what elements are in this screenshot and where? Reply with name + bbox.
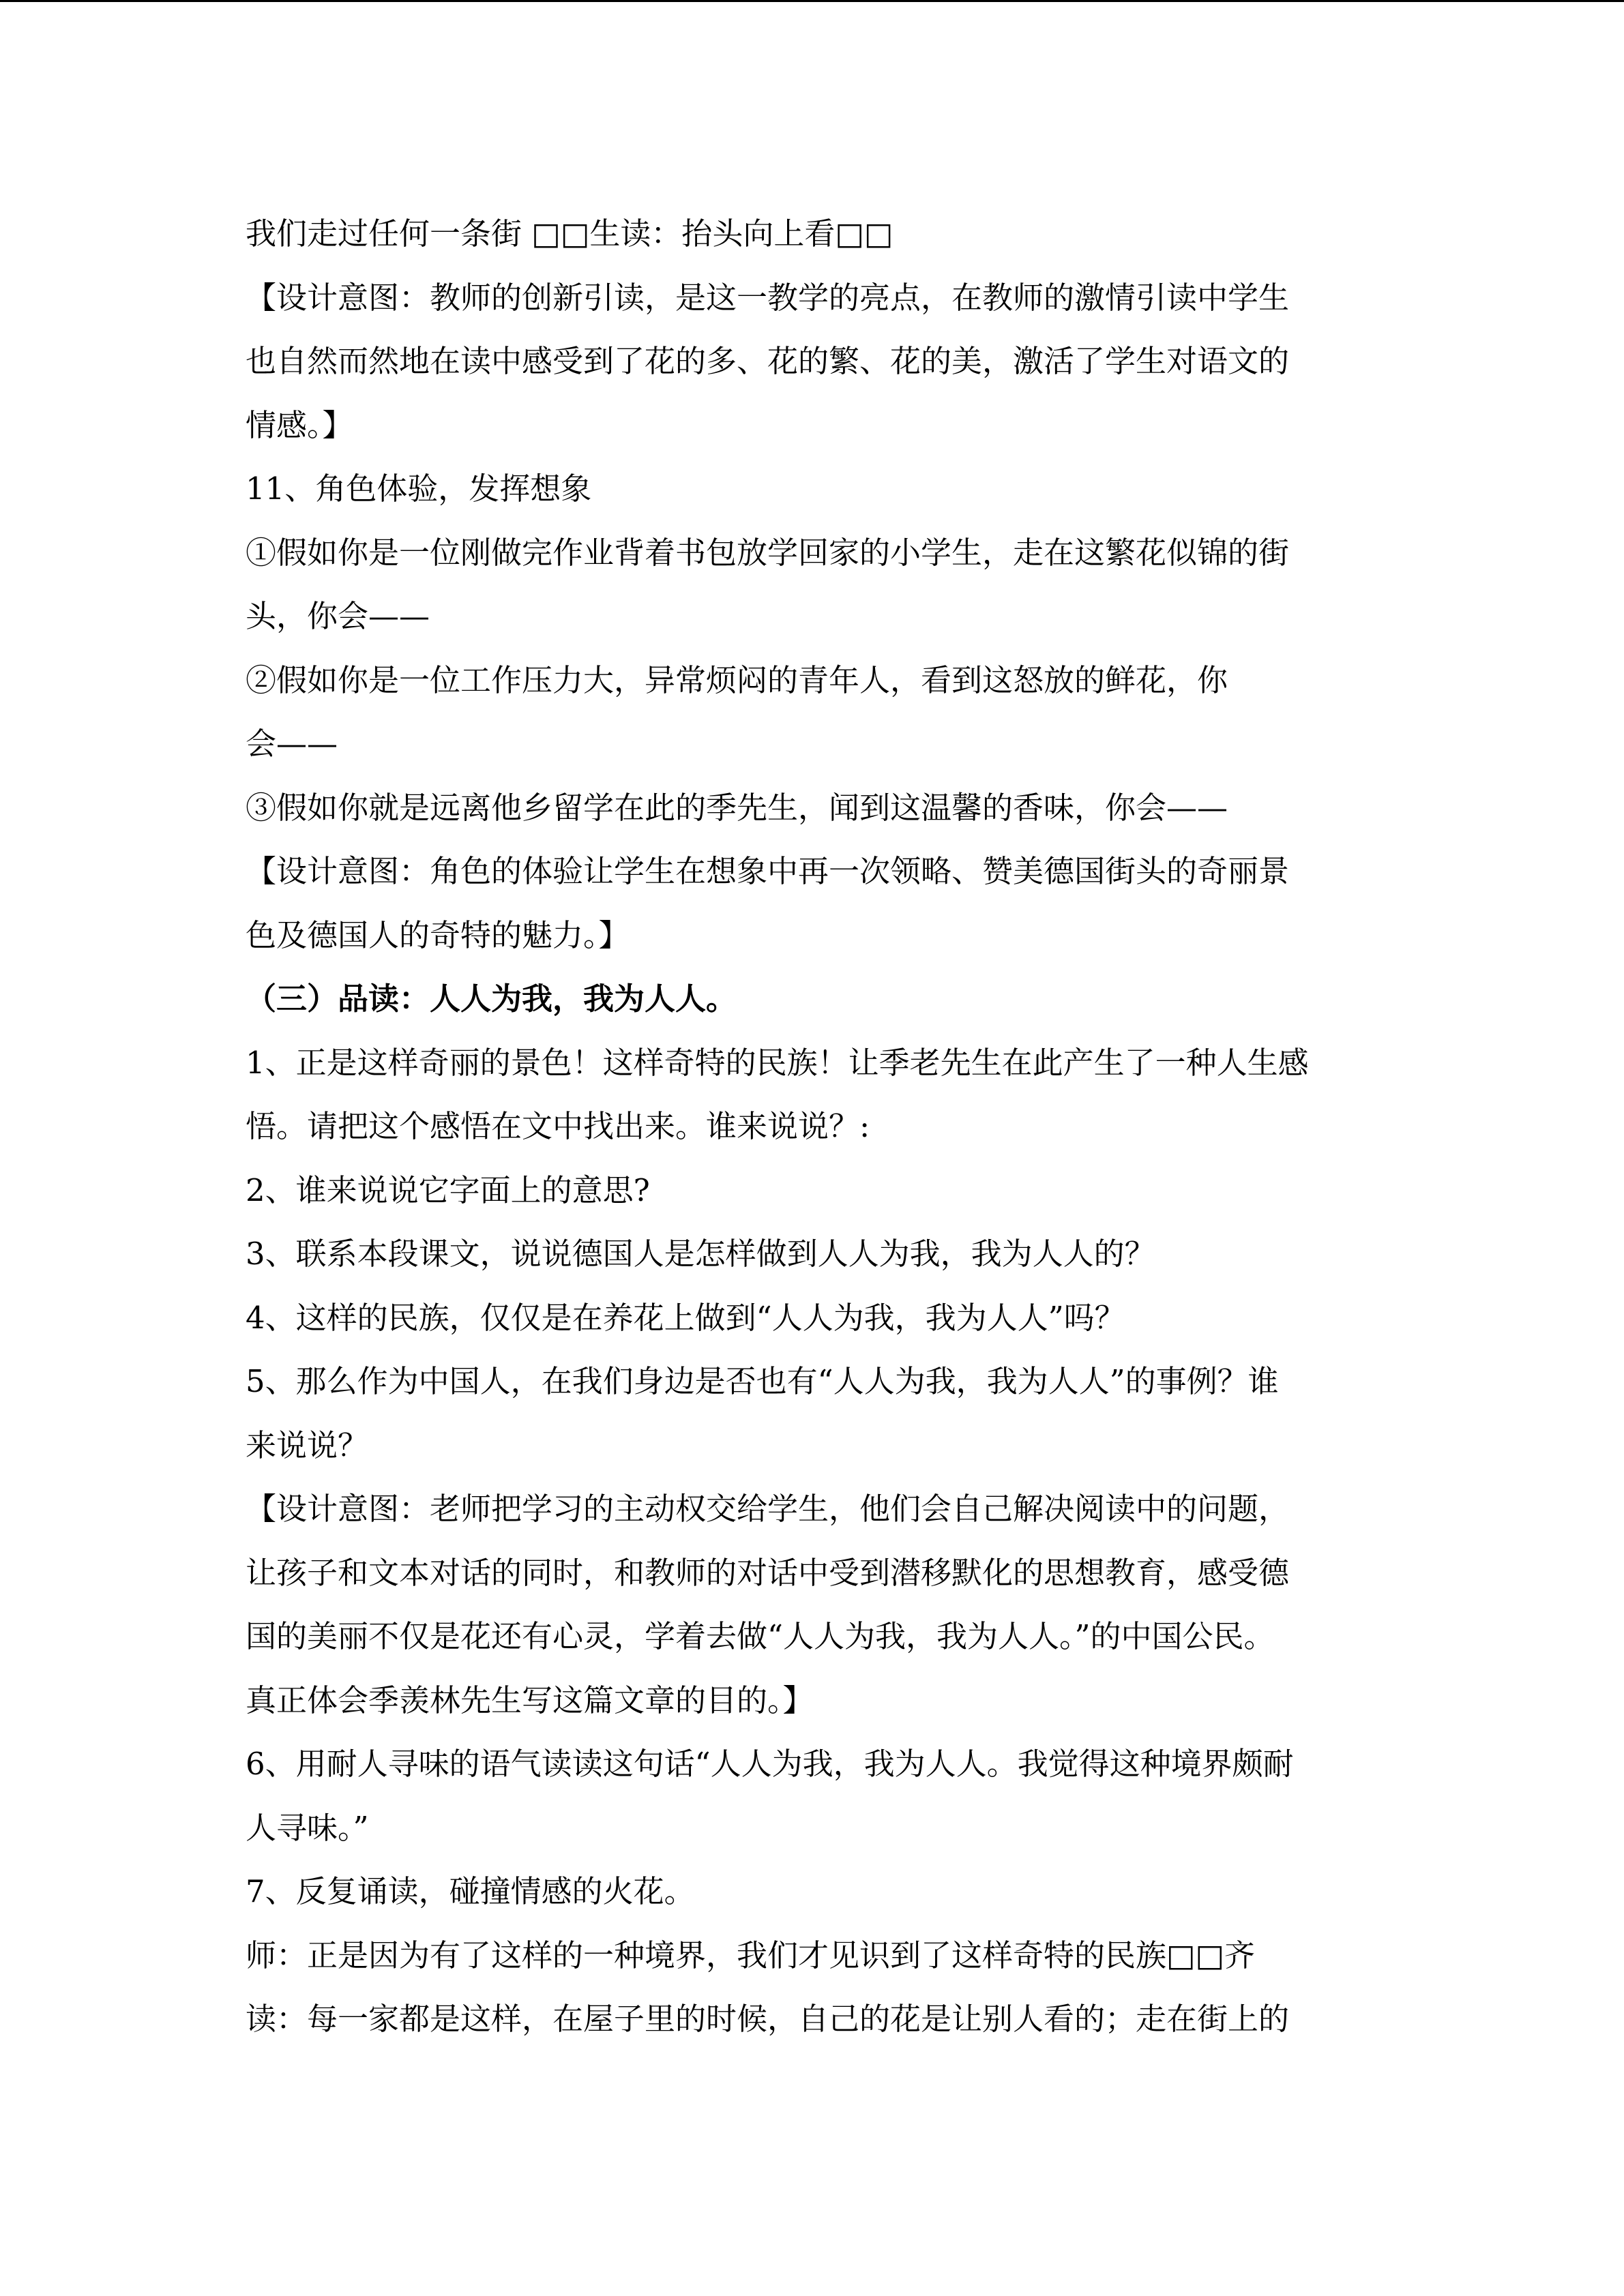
text-line: 11、角色体验，发挥想象 — [246, 471, 592, 507]
text-line: 3、联系本段课文，说说德国人是怎样做到人人为我，我为人人的？ — [246, 1236, 1155, 1272]
text-line: 会—— — [246, 726, 338, 762]
text-line: 【设计意图：老师把学习的主动权交给学生，他们会自己解决阅读中的问题， — [246, 1491, 1290, 1527]
text-line: 我们走过任何一条街 □□生读：抬头向上看□□ — [246, 215, 894, 252]
text-line: 7、反复诵读，碰撞情感的火花。 — [246, 1873, 695, 1909]
text-line: 2、谁来说说它字面上的意思? — [246, 1172, 650, 1208]
text-line: 真正体会季羡林先生写这篇文章的目的。】 — [246, 1682, 814, 1718]
text-line: 读：每一家都是这样，在屋子里的时候，自己的花是让别人看的；走在街上的 — [246, 2001, 1290, 2037]
text-line: 师：正是因为有了这样的一种境界，我们才见识到了这样奇特的民族□□齐 — [246, 1937, 1256, 1973]
text-line: 让孩子和文本对话的同时，和教师的对话中受到潜移默化的思想教育，感受德 — [246, 1554, 1290, 1591]
text-line: ①假如你是一位刚做完作业背着书包放学回家的小学生，走在这繁花似锦的街 — [246, 534, 1290, 571]
text-line: 色及德国人的奇特的魅力。】 — [246, 916, 630, 953]
text-line: 也自然而然地在读中感受到了花的多、花的繁、花的美，激活了学生对语文的 — [246, 343, 1290, 379]
text-line: 【设计意图：角色的体验让学生在想象中再一次领略、赞美德国街头的奇丽景 — [246, 853, 1290, 889]
text-line: 悟。请把这个感悟在文中找出来。谁来说说？: — [246, 1108, 870, 1144]
text-line: 4、这样的民族，仅仅是在养花上做到“人人为我，我为人人”吗？ — [246, 1299, 1125, 1336]
text-line: 来说说？ — [246, 1427, 369, 1463]
text-line: 情感。】 — [246, 406, 353, 443]
text-line: 人寻味。” — [246, 1809, 369, 1846]
text-line: ③假如你就是远离他乡留学在此的季先生，闻到这温馨的香味，你会—— — [246, 789, 1228, 826]
text-line: 1、正是这样奇丽的景色！这样奇特的民族！让季老先生在此产生了一种人生感 — [246, 1044, 1309, 1081]
text-line: 国的美丽不仅是花还有心灵，学着去做“人人为我，我为人人。”的中国公民。 — [246, 1618, 1275, 1654]
text-line: ②假如你是一位工作压力大，异常烦闷的青年人，看到这怒放的鲜花，你 — [246, 661, 1228, 698]
text-line: 【设计意图：教师的创新引读，是这一教学的亮点，在教师的激情引读中学生 — [246, 279, 1290, 316]
document-body — [246, 202, 1385, 2051]
text-line: 头，你会—— — [246, 598, 430, 634]
section-heading: （三）品读：人人为我，我为人人。 — [246, 981, 737, 1017]
page-top-border — [0, 0, 1624, 2]
text-line: 5、那么作为中国人，在我们身边是否也有“人人为我，我为人人”的事例？谁 — [246, 1363, 1279, 1399]
text-line: 6、用耐人寻味的语气读读这句话“人人为我，我为人人。我觉得这种境界颇耐 — [246, 1746, 1294, 1782]
